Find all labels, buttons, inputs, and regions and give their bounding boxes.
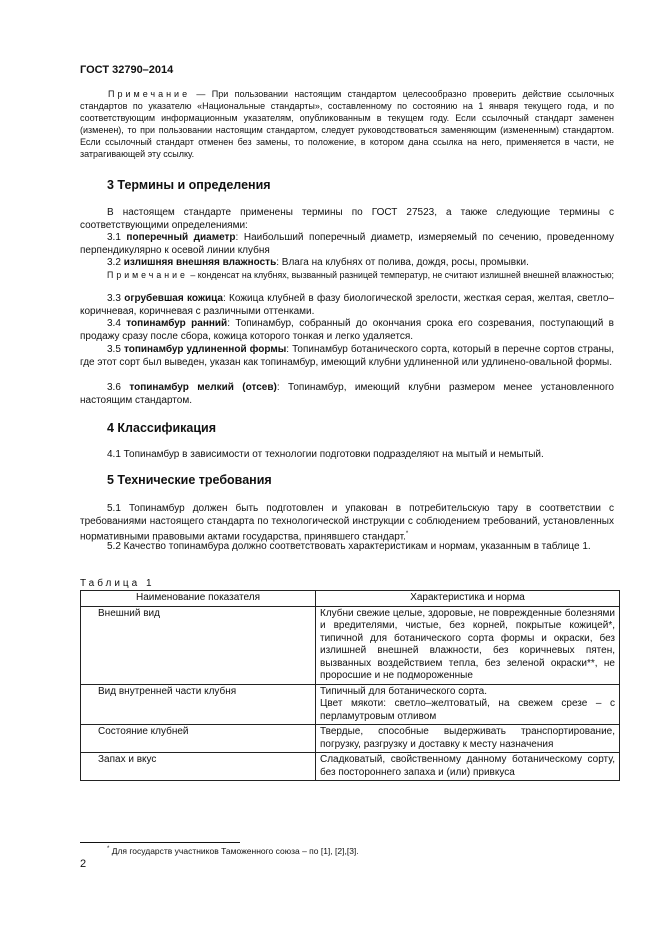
term-name: излишняя внешняя влажность [123,257,277,268]
term-definition: : Кожица клубней в фазу биологической зрелости, жесткая серая, желтая, светло–коричневая, коричневая с различными оттенками. [80,293,614,317]
indicator-value: Твердые, способные выдерживать транспортирование, погрузку, разгрузку и доставку к месту назначения [316,725,620,753]
value-line: Цвет мякоти: светло–желтоватый, на свежем срезе – с перламутровым отливом [320,698,615,722]
standard-id: ГОСТ 32790–2014 [80,64,174,76]
term-number: 3.4 [107,318,127,329]
indicator-name: Вид внутренней части клубня [81,684,316,725]
term-name: огрубевшая кожица [124,293,223,304]
section-3-title: 3 Термины и определения [107,178,271,192]
quality-table [80,590,620,781]
table-row [81,725,620,753]
table-row [81,753,620,781]
note-label: Примечание [107,270,188,280]
term-3-3 [80,293,614,318]
footnote-mark: * [107,846,110,853]
term-number: 3.1 [107,232,127,243]
section-5-2: 5.2 Качество топинамбура должно соответствовать характеристикам и нормам, указанным в таблице 1. [107,541,591,552]
section-5-1 [80,503,614,544]
note-text: — При пользовании настоящим стандартом целесообразно проверить действие ссылочных стандартов по указателю «Национальные стандарты», составленному по состоянию на 1 января текущего года, и по соответствующим информационным указателям, опубликованным в текущем году. Если ссылочный стандарт заменен (изменен), то при пользовании настоящим стандартом, следует руководствоваться заменяющим (измененным) стандартом. Если ссылочный стандарт отменен без замены, то положение, в котором дана ссылка на него, применяется в части, не затрагивающей эту ссылку. [80,89,614,159]
indicator-value: Сладковатый, свойственному данному ботаническому сорту, без постороннего запаха и (или) привкуса [316,753,620,781]
reference-note [80,88,614,160]
indicator-name: Состояние клубней [81,725,316,753]
indicator-value: Клубни свежие целые, здоровые, не поврежденные болезнями и вредителями, чистые, без корней, покрытые кожицей*, типичной для ботанического сорта формы и окраски, без излишней внешней влажности, без коричневых пятен, вызванных воздействием тепла, без зеленой окраски**, не проросшие и не подмороженные [316,606,620,684]
term-number: 3.3 [107,293,125,304]
indicator-name: Внешний вид [81,606,316,684]
term-name: поперечный диаметр [126,232,236,243]
term-3-2 [80,257,614,270]
table-header-row [81,591,620,607]
note-label: Примечание [108,89,191,99]
table-row [81,606,620,684]
footnote-divider [80,842,240,843]
term-definition: : Наибольший поперечный диаметр, измеряемый по сечению, проведенному перпендикулярно к осевой линии клубня [80,232,615,256]
term-definition: : Топинамбур ботанического сорта, который в перечне сортов страны, где этот сорт был выведен, указан как топинамбур, имеющий клубни удлиненной или удлинено-овальной формы. [80,344,615,368]
section-3-intro: В настоящем стандарте применены термины по ГОСТ 27523, а также следующие термины с соответствующими определениями: [80,207,614,231]
page-number: 2 [80,858,87,870]
term-definition: : Топинамбур, имеющий клубни размером менее установленного настоящим стандартом. [80,382,614,406]
value-line: Типичный для ботанического сорта. [320,685,488,697]
term-name: топинамбур удлиненной формы [123,344,287,355]
footnote-text: Для государств участников Таможенного союза – по [1], [2],[3]. [109,846,359,856]
term-name: топинамбур ранний [126,318,228,329]
footnote-mark: * [405,531,409,537]
term-definition: : Влага на клубнях от полива, дождя, росы, промывки. [276,257,529,268]
column-header-indicator: Наименование показателя [81,591,316,607]
paragraph-text: 5.1 Топинамбур должен быть подготовлен и упакован в потребительскую тару в соответствии с требованиями настоящего стандарта по технологической инструкции с соблюдением требований, установленных нормативными правовыми актами государства, принявшего стандарт. [80,503,614,543]
term-3-5 [80,344,614,369]
term-3-4 [80,318,614,343]
table-row [81,684,620,725]
term-definition: : Топинамбур, собранный до окончания срока его созревания, поступающий в продажу сразу после сбора, кожица которого тонкая и легко удаляется. [80,318,614,342]
term-3-2-note [80,270,614,281]
indicator-value [316,684,620,725]
footnote [107,846,359,856]
term-number: 3.6 [107,382,130,393]
section-5-title: 5 Технические требования [107,473,272,487]
term-3-6 [80,382,614,407]
term-3-1 [80,232,614,257]
term-number: 3.5 [107,344,124,355]
table-caption: Таблица 1 [80,578,155,589]
section-4-title: 4 Классификация [107,421,217,435]
term-number: 3.2 [107,257,124,268]
indicator-name: Запах и вкус [81,753,316,781]
term-name: топинамбур мелкий (отсев) [129,382,277,393]
note-text: – конденсат на клубнях, вызванный разницей температур, не считают излишней внешней влажностью; [187,270,614,280]
column-header-norm: Характеристика и норма [316,591,620,607]
section-4-1: 4.1 Топинамбур в зависимости от технологии подготовки подразделяют на мытый и немытый. [107,449,544,460]
